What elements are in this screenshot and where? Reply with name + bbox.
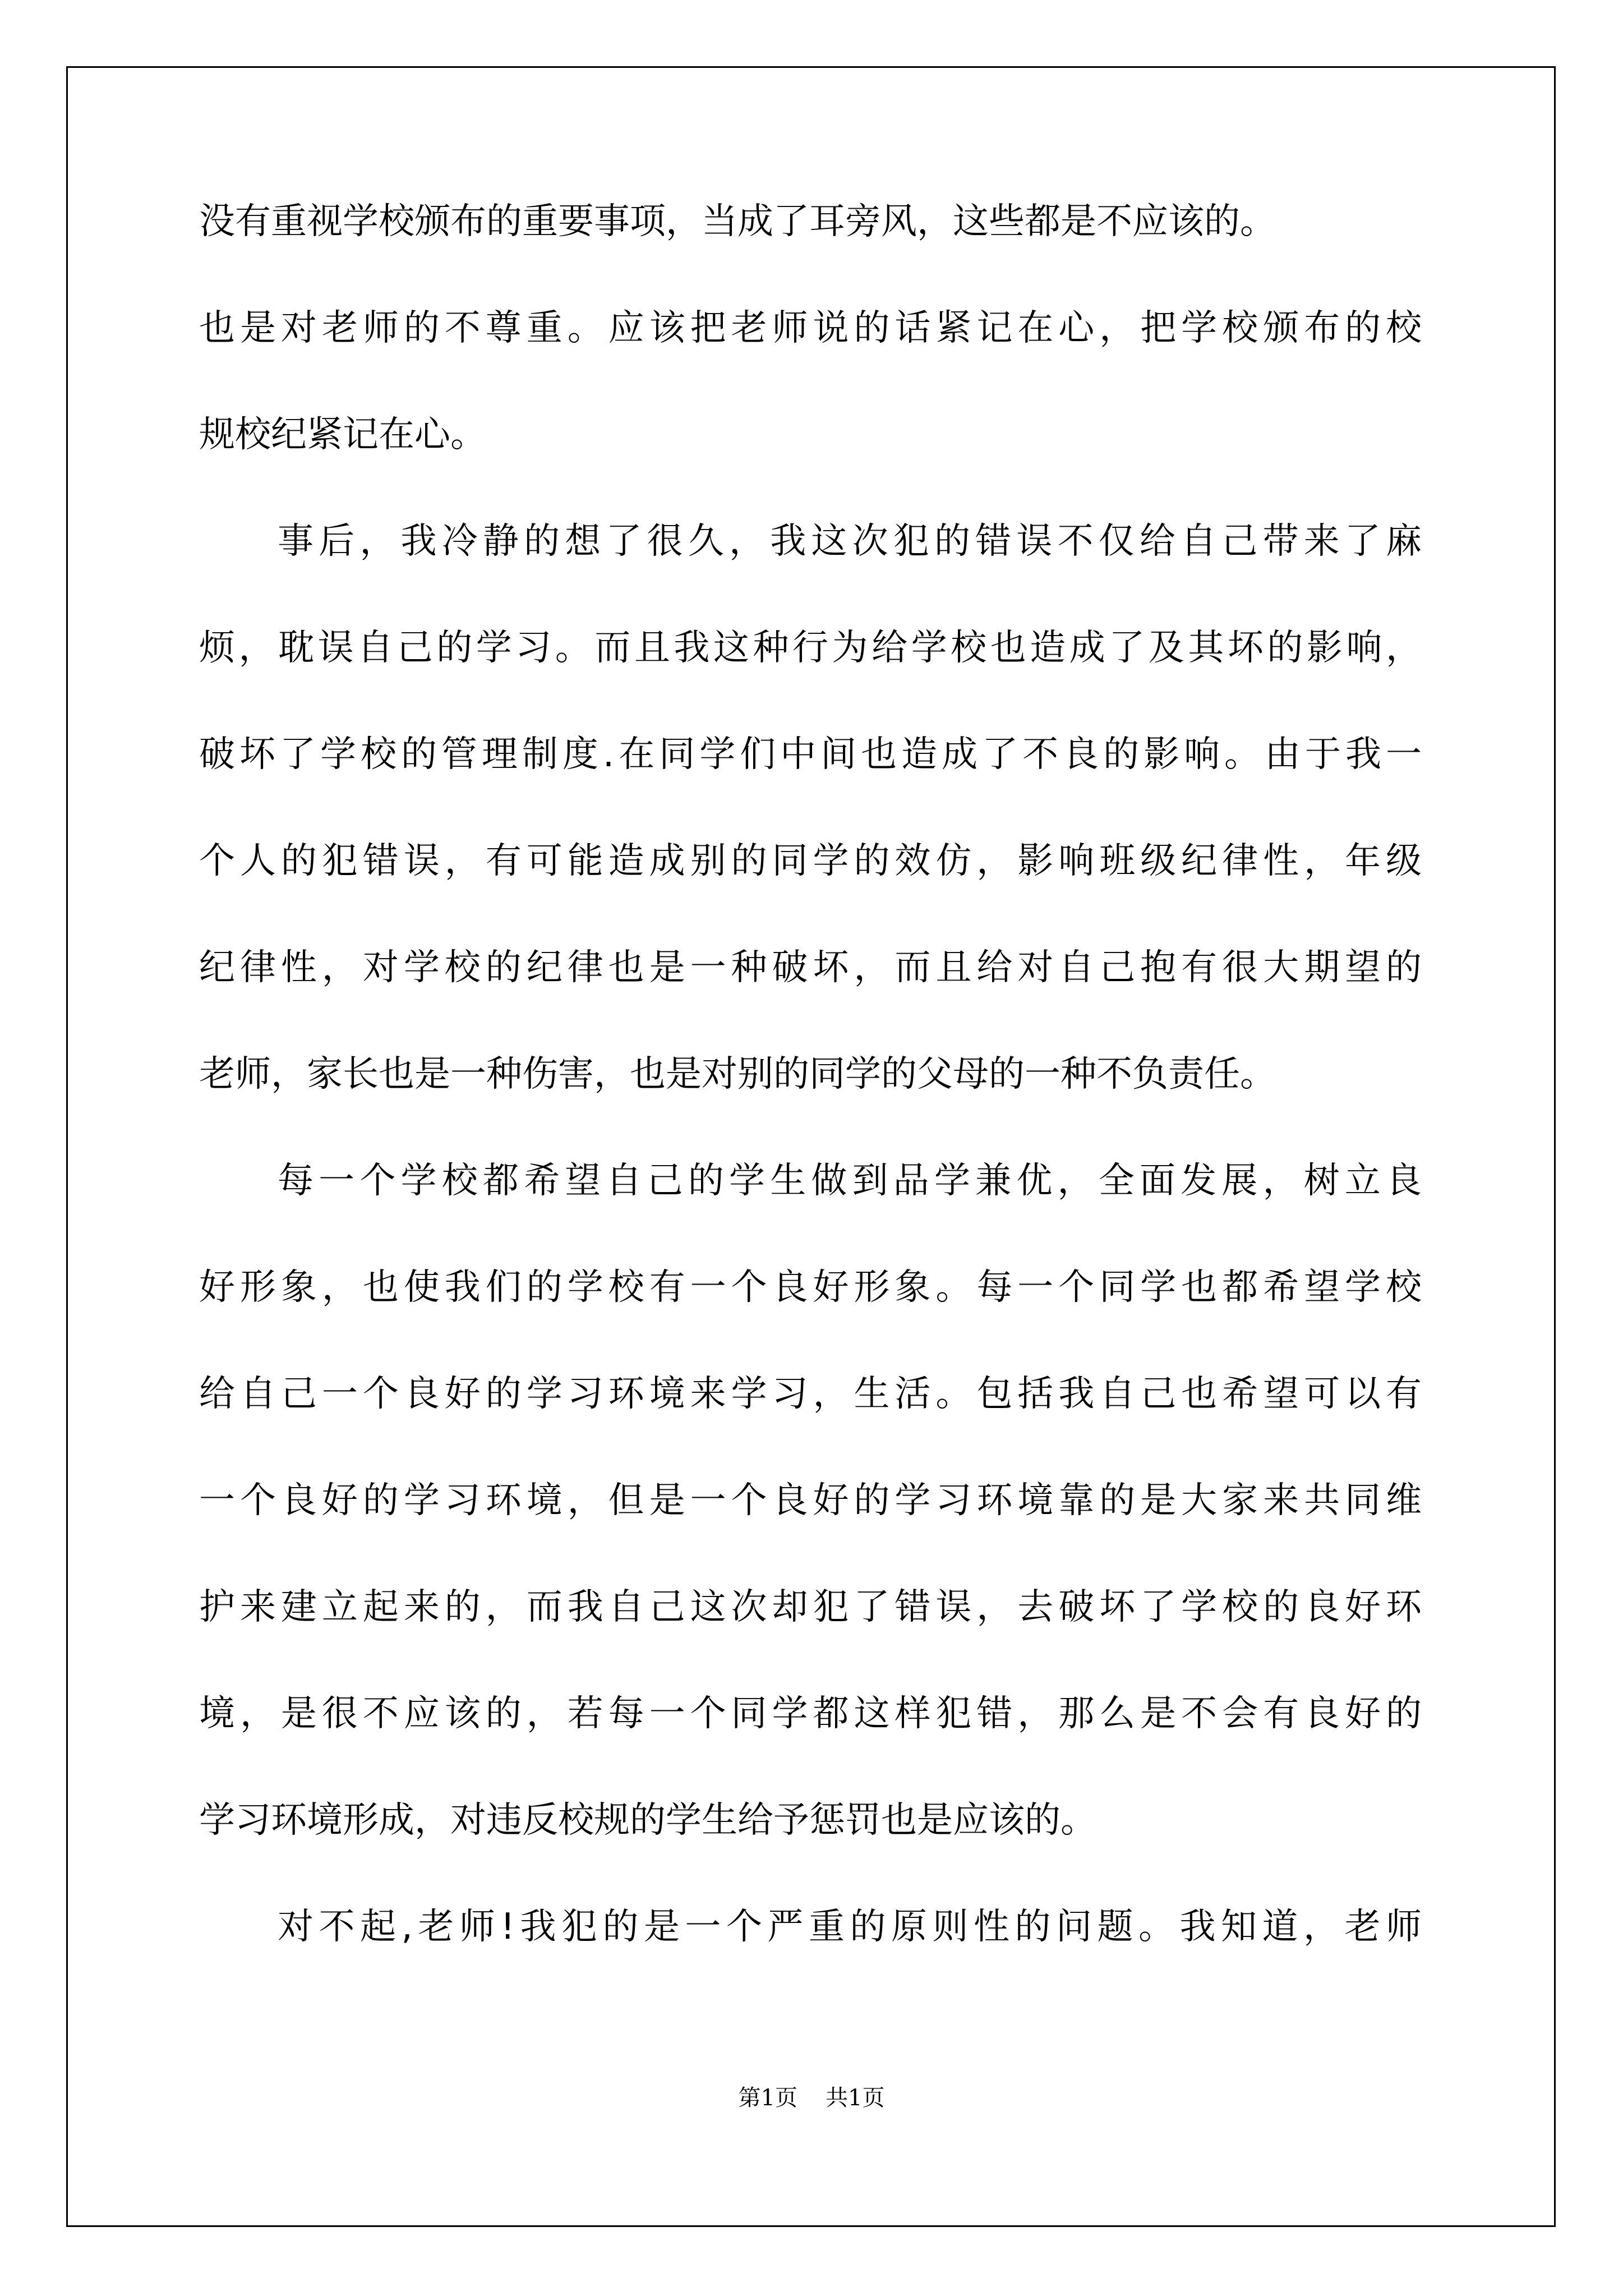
text-line: 事后，我冷静的想了很久，我这次犯的错误不仅给自己带来了麻 — [278, 521, 1422, 562]
text-line: 境，是很不应该的，若每一个同学都这样犯错，那么是不会有良好的 — [199, 1693, 1422, 1734]
text-line: 护来建立起来的，而我自己这次却犯了错误，去破坏了学校的良好环 — [199, 1586, 1422, 1628]
page-total: 共1页 — [826, 2085, 885, 2111]
text-line: 没有重视学校颁布的重要事项，当成了耳旁风，这些都是不应该的。 — [199, 201, 1276, 242]
text-line: 好形象，也使我们的学校有一个良好形象。每一个同学也都希望学校 — [199, 1267, 1422, 1308]
text-line: 给自己一个良好的学习环境来学习，生活。包括我自己也希望可以有 — [199, 1373, 1422, 1415]
text-line: 破坏了学校的管理制度.在同学们中间也造成了不良的影响。由于我一 — [199, 734, 1422, 775]
text-line: 每一个学校都希望自己的学生做到品学兼优，全面发展，树立良 — [278, 1160, 1422, 1202]
text-line: 烦，耽误自己的学习。而且我这种行为给学校也造成了及其坏的影响， — [199, 627, 1422, 669]
text-line: 纪律性，对学校的纪律也是一种破坏，而且给对自己抱有很大期望的 — [199, 947, 1422, 988]
text-line: 老师，家长也是一种伤害，也是对别的同学的父母的一种不负责任。 — [199, 1053, 1276, 1095]
text-line: 也是对老师的不尊重。应该把老师说的话紧记在心，把学校颁布的校 — [199, 307, 1422, 349]
text-line: 一个良好的学习环境，但是一个良好的学习环境靠的是大家来共同维 — [199, 1480, 1422, 1521]
page-footer — [0, 2084, 1623, 2112]
text-line: 对不起,老师!我犯的是一个严重的原则性的问题。我知道，老师 — [278, 1906, 1422, 1948]
document-body — [199, 202, 1422, 2014]
text-line: 学习环境形成，对违反校规的学生给予惩罚也是应该的。 — [199, 1800, 1096, 1841]
text-line: 个人的犯错误，有可能造成别的同学的效仿，影响班级纪律性，年级 — [199, 840, 1422, 882]
page-number: 第1页 — [738, 2085, 797, 2111]
text-line: 规校纪紧记在心。 — [199, 414, 486, 455]
